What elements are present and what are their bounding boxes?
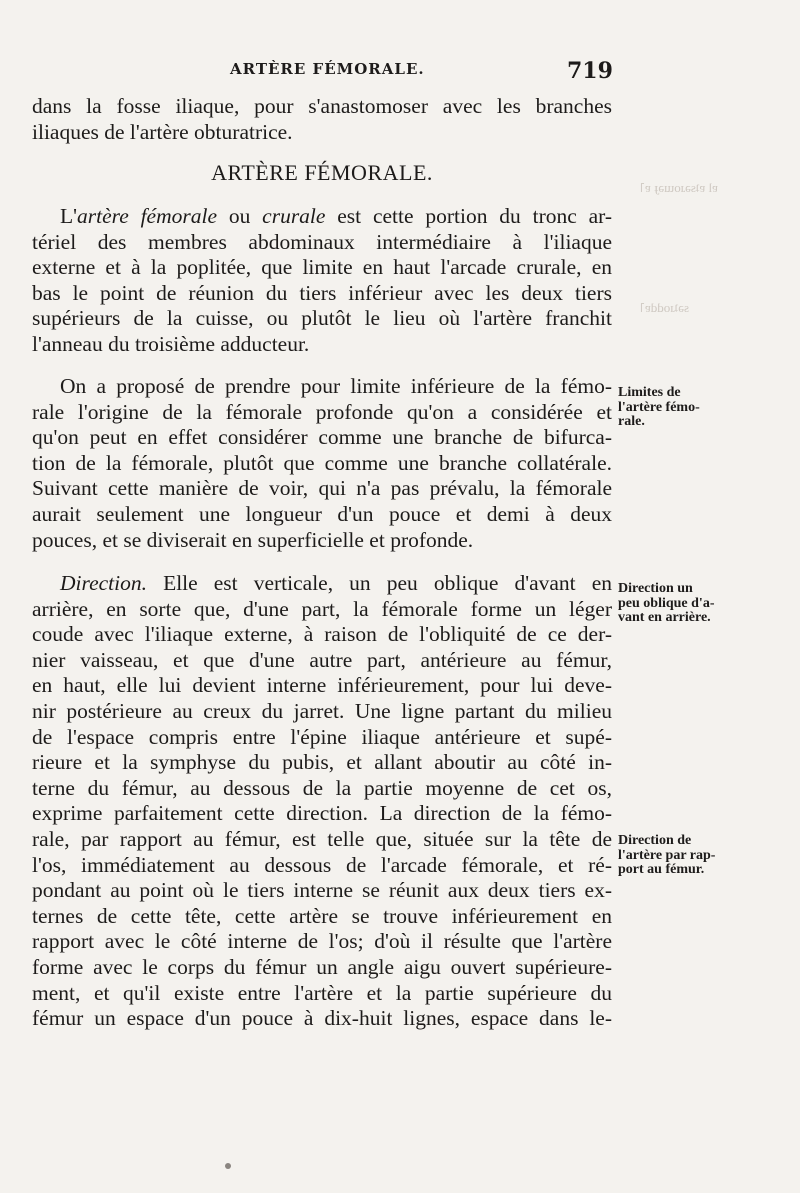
text-line — [32, 204, 612, 230]
text-fragment: est cette portion du tronc ar- — [325, 204, 613, 228]
text-line: rapport avec le côté interne de l'os; d'où il résulte que l'artère — [32, 929, 612, 954]
text-line: forme avec le corps du fémur un angle aigu ouvert supérieure- — [32, 954, 612, 979]
page-number: 719 — [567, 58, 613, 84]
text-line: exprime parfaitement cette direction. La direction de la fémo- — [32, 801, 612, 826]
text-line: Suivant cette manière de voir, qui n'a pas prévalu, la fémorale — [32, 476, 612, 501]
margin-note-line: Limites de — [618, 385, 681, 400]
margin-note-direction-femur — [618, 834, 728, 878]
text-line: externe et à la poplitée, que limite en haut l'arcade crurale, en — [32, 255, 612, 280]
text-line: bas le point de réunion du tiers inférieur avec les deux tiers — [32, 280, 612, 305]
text-line: fémur un espace d'un pouce à dix-huit lignes, espace dans le- — [32, 1006, 612, 1031]
margin-note-line: Direction de — [618, 833, 692, 848]
term-crurale: crurale — [262, 204, 326, 228]
text-line: pondant au point où le tiers interne se réunit aux deux tiers ex- — [32, 878, 612, 903]
text-line: en haut, elle lui devient interne inférieurement, pour lui deve- — [32, 673, 612, 698]
paragraph-definition — [32, 204, 612, 358]
margin-note-line: peu oblique d'a- — [618, 595, 715, 611]
text-line: rieure et la symphyse du pubis, et allant aboutir au côté in- — [32, 750, 612, 775]
text-line: dans la fosse iliaque, pour s'anastomoser avec les branches — [32, 94, 612, 118]
paragraph-direction — [32, 571, 612, 1032]
text-line: l'os, immédiatement au dessous de l'arcade fémorale, et ré- — [32, 852, 612, 877]
text-line: tion de la fémorale, plutôt que comme une branche collatérale. — [32, 450, 612, 475]
opening-lines — [32, 94, 612, 145]
text-fragment: L' — [60, 204, 78, 228]
margin-note-line: rale. — [618, 414, 645, 429]
margin-note-line: port au fémur. — [618, 862, 705, 877]
text-line: supérieurs de la cuisse, ou plutôt le lieu où l'artère franchit — [32, 306, 612, 331]
margin-note-limites — [618, 386, 728, 430]
paragraph-limits — [32, 374, 612, 553]
text-line: terne du fémur, au dessous de la partie moyenne de cet os, — [32, 775, 612, 800]
text-fragment: ou — [217, 204, 263, 228]
text-line: pouces, et se diviserait en superficielle et profonde. — [32, 527, 474, 552]
show-through-text: sǝʇɹoddɐ˥ — [640, 300, 690, 315]
text-line: l'anneau du troisième adducteur. — [32, 331, 310, 356]
section-title: ARTÈRE FÉMORALE. — [211, 160, 433, 185]
text-line: On a proposé de prendre pour limite inférieure de la fémo- — [60, 374, 612, 398]
text-line: rale l'origine de la fémorale profonde qu'on a considérée et — [32, 399, 612, 424]
margin-note-line: l'artère fémo- — [618, 399, 700, 415]
running-head: ARTÈRE FÉMORALE. — [230, 60, 425, 78]
margin-note-line: l'artère par rap- — [618, 847, 716, 863]
text-line: qu'on peut en effet considérer comme une branche de bifurca- — [32, 425, 612, 450]
term-femorale: artère fémorale — [77, 204, 218, 228]
text-line: coude avec l'iliaque externe, à raison de l'obliquité de ce der- — [32, 622, 612, 647]
text-line — [32, 571, 612, 597]
margin-note-direction — [618, 582, 728, 626]
direction-label: Direction. — [60, 571, 147, 595]
text-line: iliaques de l'artère obturatrice. — [32, 119, 293, 144]
text-line: ternes de cette tête, cette artère se trouve inférieurement en — [32, 903, 612, 928]
text-line: nier vaisseau, et que d'une autre part, antérieure au fémur, — [32, 647, 612, 672]
text-line: de l'espace compris entre l'épine iliaque antérieure et supé- — [32, 724, 612, 749]
text-line: arrière, en sorte que, d'une part, la fémorale forme un léger — [32, 596, 612, 621]
ink-smudge — [225, 1163, 231, 1169]
text-line: aurait seulement une longueur d'un pouce et demi à deux — [32, 501, 612, 526]
text-line: rale, par rapport au fémur, est telle que, située sur la tête de — [32, 826, 612, 851]
show-through-text: ɐl ɐʇsǝɹoɯǝɟ ɐ˥ — [640, 180, 718, 195]
margin-note-line: vant en arrière. — [618, 610, 711, 625]
text-line: tériel des membres abdominaux intermédiaire à l'iliaque — [32, 229, 612, 254]
margin-note-line: Direction un — [618, 581, 693, 596]
text-line: ment, et qu'il existe entre l'artère et la partie supérieure du — [32, 980, 612, 1005]
text-fragment: Elle est verticale, un peu oblique d'avant en — [146, 571, 612, 595]
text-line: nir postérieure au creux du jarret. Une ligne partant du milieu — [32, 698, 612, 723]
